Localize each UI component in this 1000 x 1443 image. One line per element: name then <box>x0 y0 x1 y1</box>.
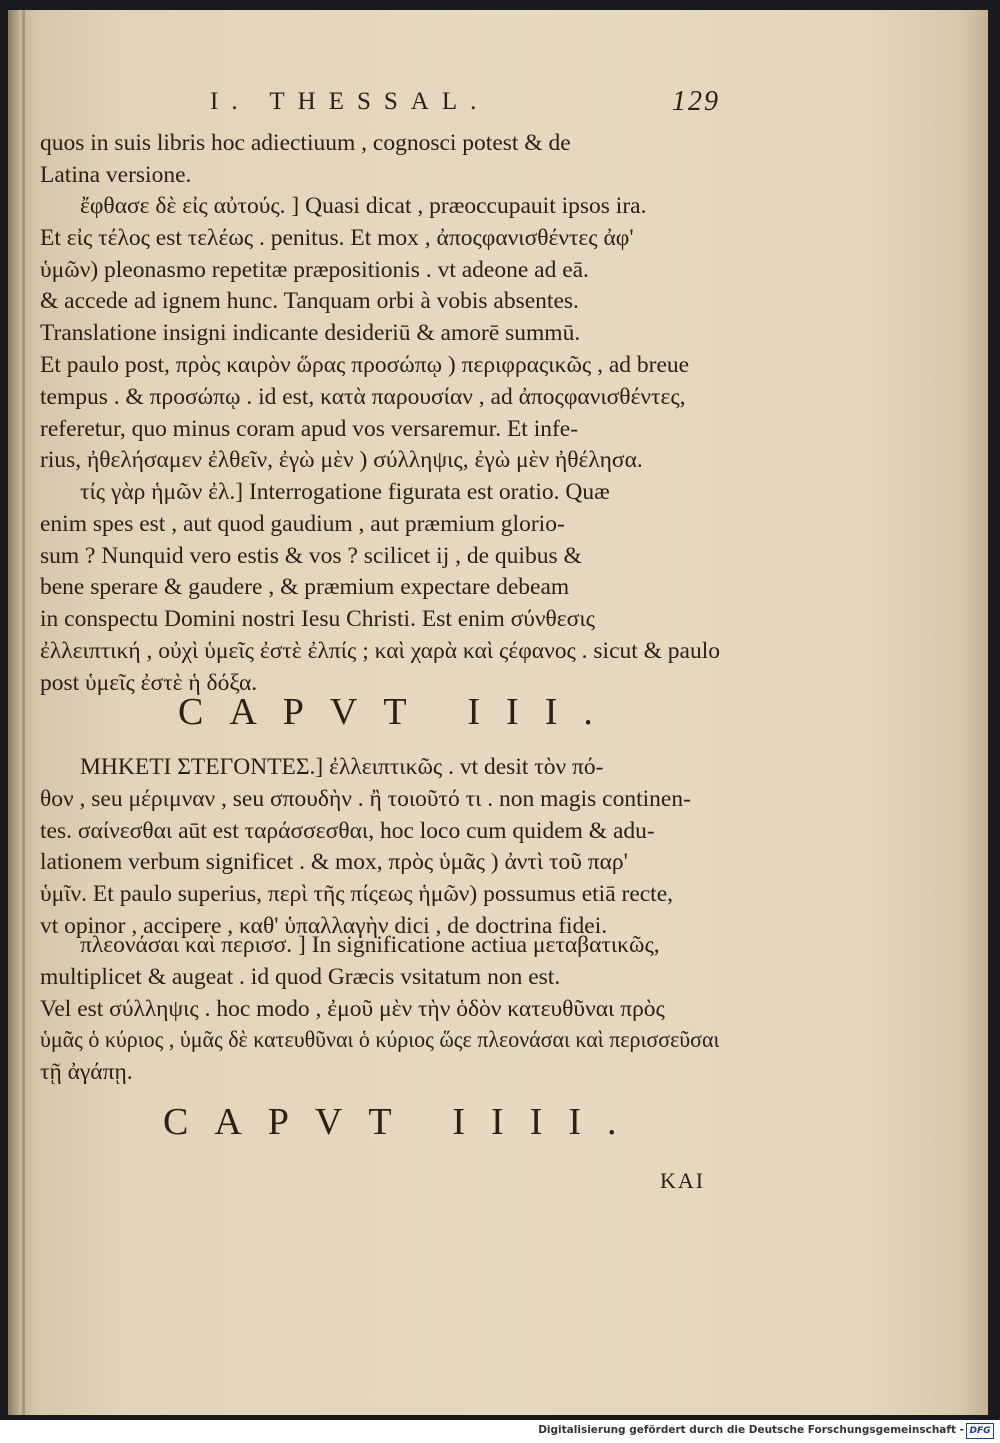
text-line: & accede ad ignem hunc. Tanquam orbi à vobis absentes. <box>40 288 579 315</box>
paragraph-pleonasai <box>40 930 720 1089</box>
text-line: quos in suis libris hoc adiectiuum , cognosci potest & de <box>40 130 571 156</box>
chapter-heading-4: CAPVT IIII. <box>163 1101 643 1143</box>
funding-notice: Digitalisierung gefördert durch die Deutsche Forschungsgemeinschaft - <box>538 1424 964 1436</box>
text-line: post ὑμεῖς ἐστὲ ἡ δόξα. <box>40 669 258 696</box>
text-line: enim spes est , aut quod gaudium , aut præmium glorio- <box>40 510 565 537</box>
text-line: ἐλλειπτική , οὐχὶ ὑμεῖς ἐστὲ ἐλπίς ; καὶ χαρὰ καὶ ςέφανος . sicut & paulo <box>40 637 721 664</box>
text-line: ὑμῖν. Et paulo superius, περὶ τῆς πίςεως ἡμῶν) possumus etiā recte, <box>40 881 674 908</box>
text-line: Translatione insigni indicante desideriū & amorē summū. <box>40 320 581 347</box>
page-gutter <box>8 10 22 1415</box>
paragraph-continuation <box>40 128 720 192</box>
text-line: bene sperare & gaudere , & præmium expectare debeam <box>40 574 570 601</box>
text-line: ὑμᾶς ὁ κύριος , ὑμᾶς δὲ κατευθῦναι ὁ κύριος ὥςε πλεονάσαι καὶ περισσεῦσαι <box>40 1027 720 1054</box>
text-line: tempus . & προσώπῳ . id est, κατὰ παρουσίαν , ad ἀποςφανισθέντες, <box>40 383 686 410</box>
text-line: multiplicet & augeat . id quod Græcis vsitatum non est. <box>40 963 561 990</box>
text-line: Latina versione. <box>40 161 192 188</box>
text-line: tes. σαίνεσθαι aūt est ταράσσεσθαι, hoc loco cum quidem & adu- <box>40 817 655 844</box>
text-line: lationem verbum significet . & mox, πρὸς ὑμᾶς ) ἀντὶ τοῦ παρ' <box>40 849 628 876</box>
text-line: ΜΗΚΕΤΙ ΣΤΕΓΟΝΤΕΣ.] ἐλλειπτικῶς . vt desit τὸν πό- <box>80 754 604 780</box>
text-line: ἔφθασε δὲ εἰς αὐτούς. ] Quasi dicat , præoccupauit ipsos ira. <box>80 193 647 219</box>
chapter-heading-3: CAPVT III. <box>178 691 619 733</box>
catchword: KAI <box>660 1168 706 1193</box>
paragraph-tis-gar <box>40 477 720 700</box>
paragraph-ephthase <box>40 191 720 477</box>
text-line: Vel est σύλληψις . hoc modo , ἐμοῦ μὲν τὴν ὁδὸν κατευθῦναι πρὸς <box>40 995 665 1022</box>
text-line: Et paulo post, πρὸς καιρὸν ὥρας προσώπῳ ) περιφραςικῶς , ad breue <box>40 351 690 378</box>
footer-bar <box>0 1420 1000 1443</box>
running-head-title: I. THESSAL. <box>210 88 490 115</box>
text-line: sum ? Nunquid vero estis & vos ? scilicet ij , de quibus & <box>40 542 582 569</box>
text-line: πλεονάσαι καὶ περισσ. ] In significatione actiua μεταβατικῶς, <box>80 932 660 958</box>
text-line: ὑμῶν) pleonasmo repetitæ præpositionis . vt adeone ad eā. <box>40 256 589 283</box>
text-line: in conspectu Domini nostri Iesu Christi. Est enim σύνθεσις <box>40 606 595 633</box>
text-line: referetur, quo minus coram apud vos versaremur. Et infe- <box>40 415 579 442</box>
text-line: θον , seu μέριμναν , seu σπουδὴν . ἢ τοιοῦτό τι . non magis continen- <box>40 785 691 812</box>
paragraph-meketi <box>40 752 720 943</box>
text-line: τίς γὰρ ἡμῶν ἐλ.] Interrogatione figurata est oratio. Quæ <box>80 479 610 505</box>
running-head <box>210 88 720 122</box>
text-line: τῇ ἀγάπῃ. <box>40 1059 133 1086</box>
text-line: Et εἰς τέλος est τελέως . penitus. Et mox , ἀποςφανισθέντες ἀφ' <box>40 224 634 251</box>
page-number: 129 <box>672 86 720 117</box>
text-line: rius, ἠθελήσαμεν ἐλθεῖν, ἐγὼ μὲν ) σύλληψις, ἐγὼ μὲν ἠθέλησα. <box>40 447 643 474</box>
dfg-logo: DFG <box>966 1423 994 1439</box>
text-line: vt opinor , accipere , καθ' ὑπαλλαγὴν dici , de doctrina fidei. <box>40 912 608 939</box>
spine-shadow <box>22 10 25 1415</box>
